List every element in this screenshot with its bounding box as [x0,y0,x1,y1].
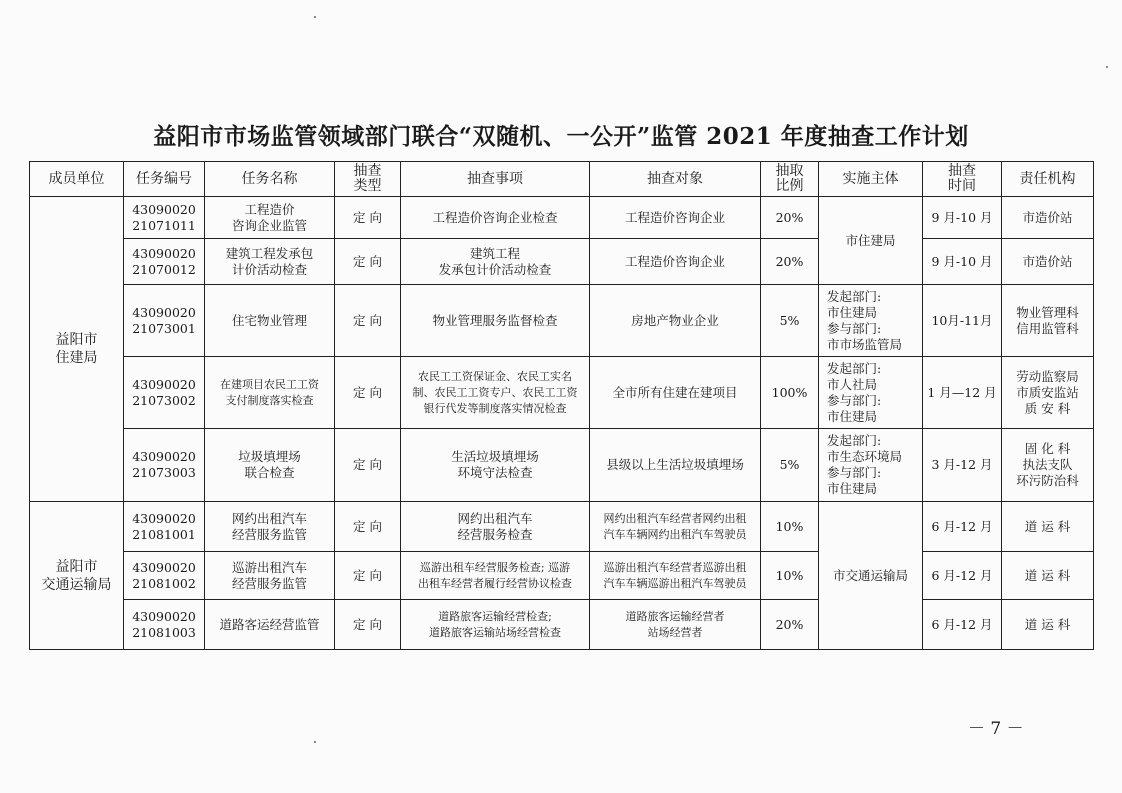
item-cell: 物业管理服务监督检查 [401,285,590,357]
table-row [30,600,1094,650]
ratio-cell: 10% [761,502,819,552]
task-name-cell: 建筑工程发承包 计价活动检查 [205,239,335,285]
org-cell: 物业管理科 信用监管科 [1002,285,1094,357]
item-cell: 工程造价咨询企业检查 [401,197,590,239]
task-code-cell: 43090020 21071011 [124,197,205,239]
time-cell: 3 月-12 月 [923,429,1002,502]
type-cell: 定 向 [335,357,401,429]
header-cell: 抽取 比例 [761,162,819,197]
scan-speck [314,741,316,743]
item-cell: 生活垃圾填埋场 环境守法检查 [401,429,590,502]
item-cell: 巡游出租车经营服务检查; 巡游 出租车经营者履行经营协议检查 [401,552,590,600]
task-name-cell: 住宅物业管理 [205,285,335,357]
header-cell: 责任机构 [1002,162,1094,197]
member-unit-cell: 益阳市 住建局 [30,197,124,502]
page-number: － 7 － [968,719,1024,739]
item-cell: 建筑工程 发承包计价活动检查 [401,239,590,285]
org-cell: 道 运 科 [1002,552,1094,600]
time-cell: 6 月-12 月 [923,600,1002,650]
object-cell: 房地产物业企业 [590,285,761,357]
header-cell: 任务编号 [124,162,205,197]
object-cell: 网约出租汽车经营者网约出租 汽车车辆网约出租汽车驾驶员 [590,502,761,552]
task-name-cell: 工程造价 咨询企业监管 [205,197,335,239]
scan-speck [314,16,316,18]
type-cell: 定 向 [335,197,401,239]
time-cell: 10月-11月 [923,285,1002,357]
type-cell: 定 向 [335,429,401,502]
subject-cell: 发起部门: 市生态环境局 参与部门: 市住建局 [819,429,923,502]
item-cell: 道路旅客运输经营检查; 道路旅客运输站场经营检查 [401,600,590,650]
object-cell: 道路旅客运输经营者 站场经营者 [590,600,761,650]
subject-cell: 市交通运输局 [819,502,923,650]
task-name-cell: 网约出租汽车 经营服务监管 [205,502,335,552]
subject-cell: 发起部门: 市住建局 参与部门: 市市场监管局 [819,285,923,357]
task-code-cell: 43090020 21081002 [124,552,205,600]
subject-cell: 市住建局 [819,197,923,285]
ratio-cell: 20% [761,197,819,239]
ratio-cell: 100% [761,357,819,429]
ratio-cell: 5% [761,429,819,502]
object-cell: 工程造价咨询企业 [590,197,761,239]
table-row [30,502,1094,552]
ratio-cell: 20% [761,600,819,650]
type-cell: 定 向 [335,552,401,600]
page-title: 益阳市市场监管领域部门联合“双随机、一公开”监管 2021 年度抽查工作计划 [153,123,969,150]
table-row [30,285,1094,357]
table-row [30,552,1094,600]
task-code-cell: 43090020 21073001 [124,285,205,357]
inspection-plan-table [29,161,1094,650]
type-cell: 定 向 [335,285,401,357]
ratio-cell: 10% [761,552,819,600]
ratio-cell: 20% [761,239,819,285]
time-cell: 9 月-10 月 [923,197,1002,239]
org-cell: 劳动监察局 市质安监站 质 安 科 [1002,357,1094,429]
item-cell: 网约出租汽车 经营服务检查 [401,502,590,552]
task-code-cell: 43090020 21081001 [124,502,205,552]
time-cell: 9 月-10 月 [923,239,1002,285]
org-cell: 道 运 科 [1002,600,1094,650]
type-cell: 定 向 [335,239,401,285]
header-cell: 成员单位 [30,162,124,197]
item-cell: 农民工工资保证金、农民工实名 制、农民工工资专户、农民工工资 银行代发等制度落实情况检查 [401,357,590,429]
type-cell: 定 向 [335,502,401,552]
header-cell: 任务名称 [205,162,335,197]
object-cell: 工程造价咨询企业 [590,239,761,285]
time-cell: 6 月-12 月 [923,552,1002,600]
time-cell: 1 月—12 月 [923,357,1002,429]
header-cell: 抽查事项 [401,162,590,197]
org-cell: 市造价站 [1002,239,1094,285]
task-name-cell: 巡游出租汽车 经营服务监管 [205,552,335,600]
scan-speck [1106,66,1108,68]
org-cell: 道 运 科 [1002,502,1094,552]
object-cell: 巡游出租汽车经营者巡游出租 汽车车辆巡游出租汽车驾驶员 [590,552,761,600]
task-code-cell: 43090020 21073002 [124,357,205,429]
task-code-cell: 43090020 21081003 [124,600,205,650]
task-code-cell: 43090020 21070012 [124,239,205,285]
task-code-cell: 43090020 21073003 [124,429,205,502]
task-name-cell: 道路客运经营监管 [205,600,335,650]
table-row [30,357,1094,429]
header-cell: 抽查对象 [590,162,761,197]
org-cell: 固 化 科 执法支队 环污防治科 [1002,429,1094,502]
task-name-cell: 在建项目农民工工资 支付制度落实检查 [205,357,335,429]
header-cell: 抽查 时间 [923,162,1002,197]
object-cell: 全市所有住建在建项目 [590,357,761,429]
header-row [30,162,1094,197]
table-row [30,197,1094,239]
task-name-cell: 垃圾填埋场 联合检查 [205,429,335,502]
table-row [30,239,1094,285]
header-cell: 实施主体 [819,162,923,197]
type-cell: 定 向 [335,600,401,650]
ratio-cell: 5% [761,285,819,357]
object-cell: 县级以上生活垃圾填埋场 [590,429,761,502]
header-cell: 抽查 类型 [335,162,401,197]
member-unit-cell: 益阳市 交通运输局 [30,502,124,650]
table-row [30,429,1094,502]
org-cell: 市造价站 [1002,197,1094,239]
subject-cell: 发起部门: 市人社局 参与部门: 市住建局 [819,357,923,429]
time-cell: 6 月-12 月 [923,502,1002,552]
